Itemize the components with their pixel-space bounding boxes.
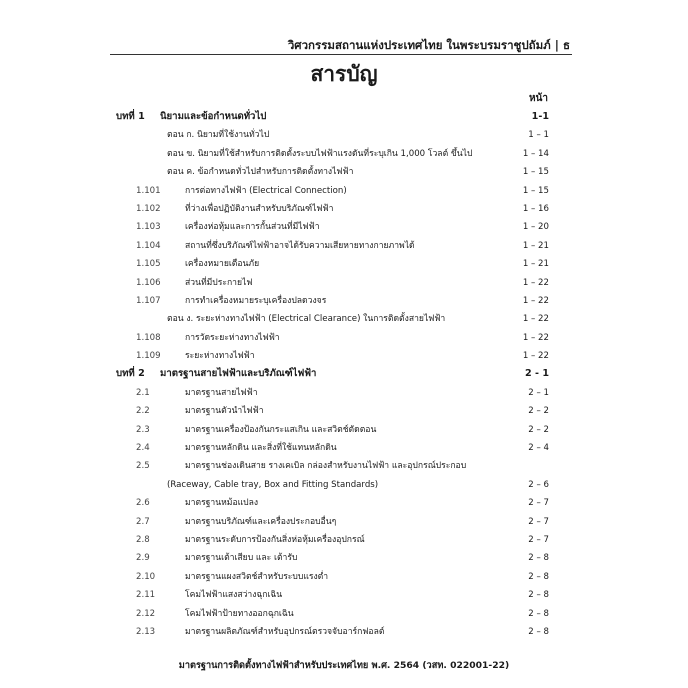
toc-entry-page: 1 – 1: [528, 130, 549, 141]
toc-entry-page: 2 – 7: [528, 516, 549, 527]
toc-entry-row[interactable]: [116, 329, 549, 347]
toc-entry-title: สถานที่ซึ่งบริภัณฑ์ไฟฟ้าอาจได้รับความเสียหายทางกายภาพได้: [185, 240, 415, 251]
toc-entry-page: 2 – 7: [528, 535, 549, 545]
toc-entry-page: 1 – 16: [522, 203, 549, 214]
toc-entry-number: 2.1: [136, 387, 150, 398]
page-title: สารบัญ: [310, 62, 378, 86]
toc-entry-number: 1.107: [136, 295, 161, 306]
toc-entry-row[interactable]: [116, 126, 549, 144]
toc-entry-page: 1 – 20: [522, 222, 549, 233]
toc-entry-row[interactable]: [116, 200, 549, 218]
toc-entry-row[interactable]: [116, 182, 549, 200]
toc-entry-title: มาตรฐานตัวนำไฟฟ้า: [185, 406, 264, 417]
toc-entry-number: 2.2: [136, 406, 150, 417]
toc-entry-title: มาตรฐานสายไฟฟ้าและบริภัณฑ์ไฟฟ้า: [160, 368, 317, 380]
toc-entry-number: 2.8: [136, 535, 150, 545]
toc-entry-title: มาตรฐานช่องเดินสาย รางเคเบิล กล่องสำหรับงานไฟฟ้า และอุปกรณ์ประกอบ: [185, 461, 467, 472]
toc-entry-title: มาตรฐานระดับการป้องกันสิ่งห่อหุ้มเครื่องอุปกรณ์: [185, 535, 365, 545]
toc-entry-row[interactable]: [116, 402, 549, 420]
toc-entry-number: 2.5: [136, 461, 150, 472]
toc-entry-page: 2 – 8: [528, 571, 549, 582]
toc-entry-title: ส่วนที่มีประกายไฟ: [185, 277, 253, 288]
toc-entry-row[interactable]: [116, 347, 549, 365]
toc-entry-page: 1 – 21: [522, 259, 549, 270]
toc-entry-page: 1 – 22: [522, 351, 549, 362]
toc-entry-number: 1.108: [136, 332, 161, 343]
toc-entry-page: 1-1: [531, 111, 549, 122]
toc-entry-row[interactable]: [116, 145, 549, 163]
header-rule: [110, 54, 572, 55]
toc-entry-page: 2 – 2: [528, 424, 549, 435]
toc-entry-row[interactable]: [116, 586, 549, 604]
toc-entry-title: เครื่องห่อหุ้มและการกั้นส่วนที่มีไฟฟ้า: [185, 222, 320, 233]
toc-entry-title: ตอน ค. ข้อกำหนดทั่วไปสำหรับการติดตั้งทางไฟฟ้า: [167, 167, 354, 178]
page-footer: มาตรฐานการติดตั้งทางไฟฟ้าสำหรับประเทศไทย พ.ศ. 2564 (วสท. 022001-22): [178, 660, 510, 671]
toc-entry-page: 2 – 1: [528, 387, 549, 398]
table-of-contents: [116, 108, 549, 641]
toc-entry-title: มาตรฐานสายไฟฟ้า: [185, 387, 258, 398]
toc-entry-row[interactable]: [116, 439, 549, 457]
toc-entry-title-continuation: (Raceway, Cable tray, Box and Fitting Standards): [167, 479, 379, 490]
toc-entry-row[interactable]: [116, 531, 549, 549]
toc-entry-number: 2.10: [136, 571, 156, 582]
toc-entry-title: การวัดระยะห่างทางไฟฟ้า: [185, 332, 280, 343]
toc-chapter-row[interactable]: [116, 108, 549, 126]
running-header: วิศวกรรมสถานแห่งประเทศไทย ในพระบรมราชูปถัมภ์ | ธ: [287, 38, 570, 52]
toc-entry-page: 2 – 4: [528, 443, 549, 454]
toc-entry-title: ตอน ก. นิยามที่ใช้งานทั่วไป: [167, 130, 270, 141]
toc-entry-title: ที่ว่างเพื่อปฏิบัติงานสำหรับบริภัณฑ์ไฟฟ้า: [185, 203, 334, 214]
toc-entry-title: นิยามและข้อกำหนดทั่วไป: [160, 111, 267, 122]
toc-entry-number: 2.7: [136, 516, 150, 527]
toc-entry-page: 2 – 8: [528, 626, 549, 637]
toc-entry-page: 2 – 8: [528, 608, 549, 619]
toc-entry-number: 2.11: [136, 590, 156, 601]
toc-chapter-row[interactable]: [116, 365, 549, 383]
toc-entry-row[interactable]: [116, 605, 549, 623]
toc-entry-number: 2.3: [136, 424, 150, 435]
toc-entry-title: มาตรฐานบริภัณฑ์และเครื่องประกอบอื่นๆ: [185, 516, 337, 527]
toc-entry-row[interactable]: [116, 310, 549, 328]
toc-entry-page: 2 – 8: [528, 590, 549, 601]
toc-entry-number: 1.101: [136, 185, 161, 196]
toc-entry-page: 1 – 22: [522, 332, 549, 343]
toc-entry-number: 1.104: [136, 240, 161, 251]
toc-entry-title: เครื่องหมายเตือนภัย: [185, 259, 260, 270]
toc-entry-page: 1 – 14: [522, 148, 549, 159]
toc-entry-row[interactable]: [116, 457, 549, 494]
toc-entry-row[interactable]: [116, 218, 549, 236]
toc-entry-page: 1 – 22: [522, 295, 549, 306]
toc-entry-row[interactable]: [116, 384, 549, 402]
toc-entry-number: 1.102: [136, 203, 161, 214]
toc-entry-title: โคมไฟฟ้าแสงสว่างฉุกเฉิน: [185, 590, 283, 601]
toc-entry-row[interactable]: [116, 549, 549, 567]
toc-entry-page: 2 – 2: [528, 406, 549, 417]
toc-entry-row[interactable]: [116, 623, 549, 641]
toc-entry-title: มาตรฐานเต้าเสียบ และ เต้ารับ: [185, 553, 298, 564]
toc-entry-page: 2 – 7: [528, 498, 549, 509]
toc-entry-row[interactable]: [116, 255, 549, 273]
toc-entry-row[interactable]: [116, 237, 549, 255]
toc-entry-number: 1.103: [136, 222, 161, 233]
toc-entry-page: 2 – 8: [528, 553, 549, 564]
toc-entry-number: 1.105: [136, 259, 161, 270]
toc-entry-title: โคมไฟฟ้าป้ายทางออกฉุกเฉิน: [185, 608, 294, 619]
toc-entry-title: การต่อทางไฟฟ้า (Electrical Connection): [185, 185, 347, 196]
toc-entry-number: 1.109: [136, 351, 161, 362]
toc-entry-page: 2 - 1: [524, 368, 549, 380]
toc-entry-page: 1 – 15: [522, 167, 549, 178]
toc-entry-number: 2.12: [136, 608, 156, 619]
toc-entry-title: การทำเครื่องหมายระบุเครื่องปลดวงจร: [185, 295, 327, 306]
toc-entry-title: มาตรฐานแผงสวิตช์สำหรับระบบแรงต่ำ: [185, 571, 329, 582]
toc-entry-number: 2.4: [136, 443, 150, 454]
page-column-label: หน้า: [528, 93, 548, 104]
toc-entry-row[interactable]: [116, 568, 549, 586]
toc-entry-title: ตอน ง. ระยะห่างทางไฟฟ้า (Electrical Clearance) ในการติดตั้งสายไฟฟ้า: [167, 314, 446, 325]
toc-entry-number: 2.9: [136, 553, 150, 564]
toc-entry-title: มาตรฐานหม้อแปลง: [185, 498, 259, 509]
toc-entry-title: มาตรฐานผลิตภัณฑ์สำหรับอุปกรณ์ตรวจจับอาร์กฟอลต์: [185, 626, 385, 637]
toc-entry-row[interactable]: [116, 163, 549, 181]
toc-entry-number: 2.13: [136, 626, 156, 637]
toc-entry-number: บทที่ 1: [116, 111, 145, 122]
toc-entry-row[interactable]: [116, 421, 549, 439]
toc-entry-title: ตอน ข. นิยามที่ใช้สำหรับการติดตั้งระบบไฟฟ้าแรงดันที่ระบุเกิน 1,000 โวลต์ ขึ้นไป: [167, 148, 473, 159]
toc-entry-number: 1.106: [136, 277, 161, 288]
toc-entry-title: ระยะห่างทางไฟฟ้า: [185, 351, 255, 362]
toc-entry-row[interactable]: [116, 274, 549, 292]
toc-entry-number: บทที่ 2: [116, 368, 145, 380]
toc-entry-title: มาตรฐานหลักดิน และสิ่งที่ใช้แทนหลักดิน: [185, 443, 337, 454]
toc-entry-row[interactable]: [116, 494, 549, 512]
toc-entry-page: 1 – 22: [522, 314, 549, 325]
toc-entry-page: 1 – 15: [522, 185, 549, 196]
toc-entry-row[interactable]: [116, 292, 549, 310]
toc-entry-page: 1 – 22: [522, 277, 549, 288]
toc-entry-title: มาตรฐานเครื่องป้องกันกระแสเกิน และสวิตช์ตัดตอน: [185, 424, 377, 435]
toc-entry-number: 2.6: [136, 498, 150, 509]
toc-entry-page: 1 – 21: [522, 240, 549, 251]
toc-entry-row[interactable]: [116, 513, 549, 531]
toc-entry-page: 2 – 6: [528, 479, 549, 490]
